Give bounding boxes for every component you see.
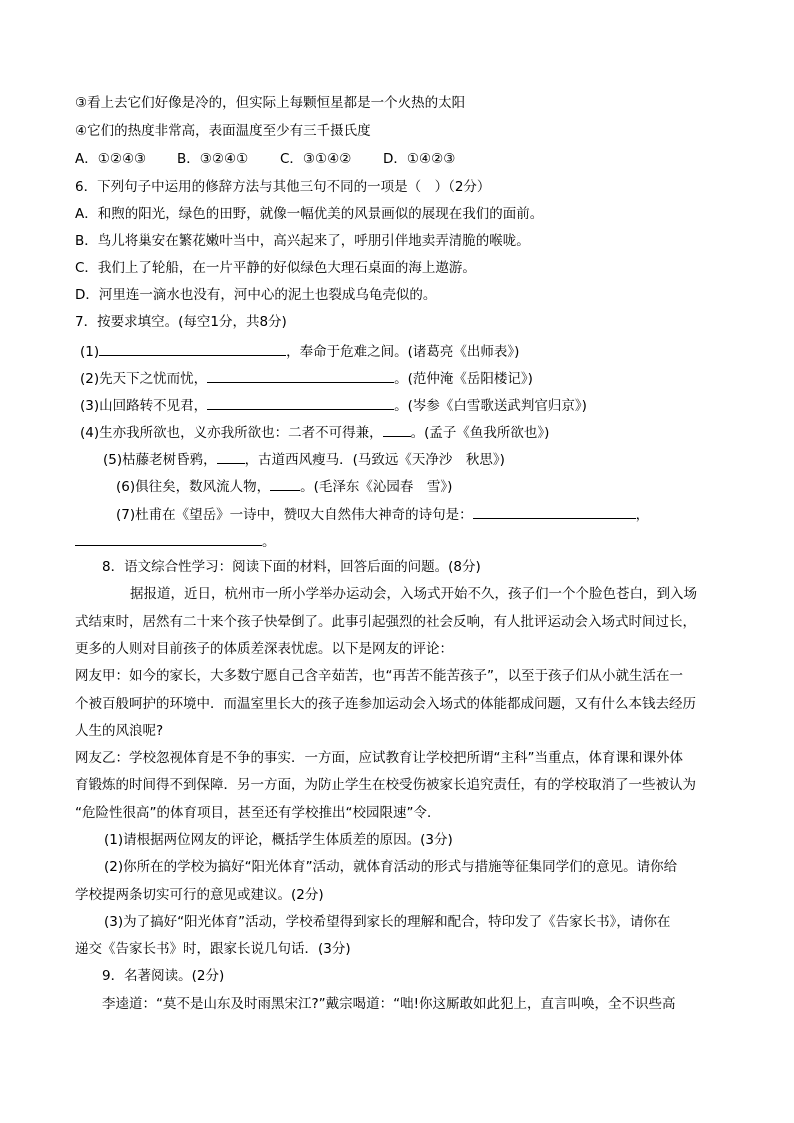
q6-stem: 6．下列句子中运用的修辞方法与其他三句不同的一项是（ ）（2分）: [75, 179, 491, 195]
q5-option-b: B．③②④①: [177, 151, 249, 167]
q8-netizen-a-line-1: 网友甲：如今的家长，大多数宁愿自己含辛茹苦，也“再苦不能苦孩子”，以至于孩子们从小就生活在一: [75, 668, 683, 684]
q8-netizen-a-line-3: 人生的风浪呢?: [75, 723, 164, 739]
q6-option-a: A．和煦的阳光，绿色的田野，就像一幅优美的风景画似的展现在我们的面前。: [75, 206, 544, 222]
q8-subquestion-3-line-1: (3)为了搞好“阳光体育”活动，学校希望得到家长的理解和配合，特印发了《告家长书》，请你在: [104, 914, 671, 930]
q7-blank-3[interactable]: [207, 395, 394, 410]
q7-blank-4[interactable]: [383, 422, 411, 437]
q9-excerpt: 李逵道：“莫不是山东及时雨黑宋江?”戴宗喝道：“咄!你这厮敢如此犯上，直言叫唤，全不识些高: [102, 996, 676, 1012]
q8-netizen-b-line-2: 育锻炼的时间得不到保障．另一方面，为防止学生在校受伤被家长追究责任，有的学校取消了一些被认为: [75, 777, 696, 793]
q8-material-line-1: 据报道，近日，杭州市一所小学举办运动会，入场式开始不久，孩子们一个个脸色苍白，到入场: [130, 586, 697, 602]
q7-blank-7b[interactable]: [75, 531, 262, 546]
q7-item-3-source: 。(岑参《白雪歌送武判官归京》): [394, 398, 587, 414]
q8-netizen-a-line-2: 个被百般呵护的环境中．而温室里长大的孩子连参加运动会入场式的体能都成问题，又有什么本钱去经历: [75, 696, 696, 712]
q7-item-2-text: (2)先天下之忧而忧，: [80, 371, 208, 387]
q6-option-d: D．河里连一滴水也没有，河中心的泥土也裂成乌龟壳似的。: [75, 287, 437, 303]
q8-subquestion-2-line-1: (2)你所在的学校为搞好“阳光体育”活动，就体育活动的形式与措施等征集同学们的意见。请你给: [104, 859, 678, 875]
q5-option-d: D．①④②③: [383, 151, 456, 167]
q5-statement-4: ④它们的热度非常高，表面温度至少有三千摄氏度: [75, 123, 371, 139]
q7-blank-5[interactable]: [217, 449, 245, 464]
q7-item-7-end: 。: [262, 534, 276, 550]
q7-item-7: [116, 504, 649, 524]
q8-subquestion-1: (1)请根据两位网友的评论，概括学生体质差的原因。(3分): [104, 832, 453, 848]
q6-option-c: C．我们上了轮船，在一片平静的好似绿色大理石桌面的海上遨游。: [75, 260, 476, 276]
q5-statement-3: ③看上去它们好像是冷的，但实际上每颗恒星都是一个火热的太阳: [75, 95, 466, 111]
q7-item-5: [103, 449, 505, 469]
q8-subquestion-3-line-2: 递交《告家长书》时，跟家长说几句话．(3分): [75, 941, 351, 957]
q8-material-line-3: 更多的人则对目前孩子的体质差深表忧虑。以下是网友的评论：: [75, 641, 453, 657]
q7-item-1-text: ，奉命于危难之间。(诸葛亮《出师表》): [286, 344, 520, 360]
q7-item-7-continued: [75, 531, 276, 551]
q7-item-7-text: (7)杜甫在《望岳》一诗中，赞叹大自然伟大神奇的诗句是：: [116, 507, 473, 523]
q7-item-7-comma: ，: [635, 507, 650, 523]
q7-item-5-text: (5)枯藤老树昏鸦，: [103, 452, 217, 468]
q5-option-c: C．③①④②: [280, 151, 352, 167]
q7-item-4-text: (4)生亦我所欲也，义亦我所欲也：二者不可得兼，: [80, 425, 383, 441]
q7-blank-6[interactable]: [270, 476, 300, 491]
q7-item-2: [80, 368, 533, 388]
q7-blank-2[interactable]: [207, 368, 394, 383]
q7-item-4: [80, 422, 549, 442]
q7-item-6: [116, 476, 452, 496]
q5-option-a: A．①②④③: [75, 151, 147, 167]
q7-item-6-source: 。(毛泽东《沁园春 雪》): [300, 479, 453, 495]
q7-item-1-number: (1): [80, 344, 100, 360]
q7-stem: 7．按要求填空。(每空1分，共8分): [75, 314, 287, 330]
q8-stem: 8．语文综合性学习：阅读下面的材料，回答后面的问题。(8分): [102, 559, 481, 575]
q8-material-line-2: 式结束时，居然有二十来个孩子快晕倒了。此事引起强烈的社会反响，有人批评运动会入场式时间过长，: [75, 614, 696, 630]
q7-item-6-text: (6)俱往矣，数风流人物，: [116, 479, 271, 495]
q7-item-3-text: (3)山回路转不见君，: [80, 398, 208, 414]
q7-blank-7a[interactable]: [473, 504, 636, 519]
q8-subquestion-2-line-2: 学校提两条切实可行的意见或建议。(2分): [75, 887, 324, 903]
q7-blank-1[interactable]: [99, 341, 286, 356]
q7-item-2-source: 。(范仲淹《岳阳楼记》): [394, 371, 533, 387]
q7-item-3: [80, 395, 587, 415]
q9-stem: 9．名著阅读。(2分): [102, 968, 225, 984]
q7-item-5-source: ，古道西风瘦马．(马致远《天净沙 秋思》): [244, 452, 505, 468]
q6-option-b: B．鸟儿将巢安在繁花嫩叶当中，高兴起来了，呼朋引伴地卖弄清脆的喉咙。: [75, 233, 530, 249]
q7-item-4-source: 。(孟子《鱼我所欲也》): [410, 425, 550, 441]
q7-item-1: [80, 341, 519, 361]
q8-netizen-b-line-1: 网友乙：学校忽视体育是不争的事实．一方面，应试教育让学校把所谓“主科”当重点，体育课和课外体: [75, 750, 683, 766]
q8-netizen-b-line-3: “危险性很高”的体育项目，甚至还有学校推出“校园限速”令．: [75, 805, 441, 821]
